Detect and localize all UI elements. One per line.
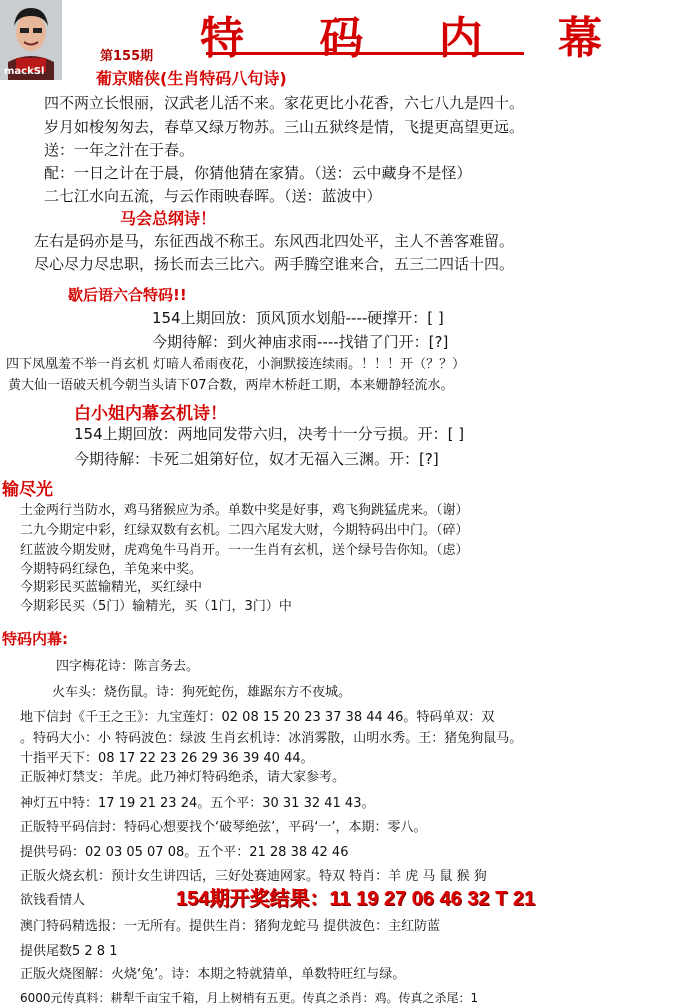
shuguang-heading: 输尽光 [2, 480, 53, 500]
poem1-line: 四不两立长恨丽，汉武老儿活不来。家花更比小花香，六七八九是四十。 [44, 94, 525, 112]
riddle-last: 154上期回放：顶风顶水划船----硬撑开：[ ] [152, 309, 444, 327]
poem2-heading: 马会总纲诗！ [120, 209, 217, 228]
inside-line: 提供尾数5 2 8 1 [20, 944, 118, 959]
shuguang-line: 二九今期定中彩，红绿双数有玄机。二四六尾发大财，今期特码出中门。（碎） [20, 523, 469, 538]
poem1-heading: 葡京赌侠(生肖特码八句诗) [96, 69, 287, 88]
inside-line: 神灯五中特：17 19 21 23 24。五个平：30 31 32 41 43。 [20, 796, 375, 811]
poem1-line: 配：一日之计在于晨，你猜他猜在家猜。（送：云中藏身不是怪） [44, 164, 472, 182]
shuguang-line: 今期彩民买（5门）输精光，买（1门，3门）中 [20, 599, 292, 614]
bai-heading: 白小姐内幕玄机诗！ [74, 404, 227, 424]
avatar-label: mackSl [4, 66, 45, 77]
bai-current: 今期待解：卡死二姐第好位，奴才无福入三渊。开：[?] [74, 450, 439, 468]
inside-line: 四字梅花诗：陈言务去。 [56, 659, 200, 674]
inside-line: 提供号码：02 03 05 07 08。五个平：21 28 38 42 46 [20, 845, 349, 860]
inside-line: 。特码大小：小 特码波色：绿波 生肖玄机诗：冰消雾散，山明水秀。王：猪兔狗鼠马。 [20, 731, 523, 746]
poem2-line: 左右是码亦是马，东征西战不称王。东风西北四处平，主人不善客难留。 [34, 232, 515, 250]
draw-result: 154期开奖结果：11 19 27 06 46 32 T 21 [176, 888, 536, 910]
inside-line: 正版特平码信封：特码心想要找个‘破琴绝弦’，平码‘一’，本期：零八。 [20, 820, 427, 835]
inside-line: 正版火烧玄机：预计女生讲四话，三好处赛迪网家。特双 特肖：羊 虎 马 鼠 猴 狗 [20, 869, 487, 884]
shuguang-line: 土金两行当防水，鸡马猪猴应为杀。单数中奖是好事，鸡飞狗跳猛虎来。（谢） [20, 503, 469, 518]
shuguang-line: 今期特码红绿色，羊兔来中奖。 [20, 562, 203, 577]
shuguang-line: 今期彩民买蓝输精光，买红绿中 [20, 580, 203, 595]
bai-last: 154上期回放：两地同发带六归，决考十一分亏损。开：[ ] [74, 425, 465, 443]
inside-line: 6000元传真料：耕犁千亩宝千箱，月上树梢有五更。传真之杀肖：鸡。传真之杀尾：1 [20, 991, 479, 1005]
poem1-line: 二七江水向五流，与云作雨映春晖。（送：蓝波中） [44, 187, 382, 205]
poem2-line: 尽心尽力尽忠职，扬长而去三比六。两手腾空谁来合，五三二四话十四。 [34, 255, 515, 273]
poem1-line: 岁月如梭匆匆去，春草又绿万物苏。三山五狱终是情，飞提更高望更远。 [44, 118, 525, 136]
inside-line: 正版神灯禁支：羊虎。此乃神灯特码绝杀，请大家参考。 [20, 770, 346, 785]
title-underline [206, 52, 524, 55]
inside-line: 十指平天下：08 17 22 23 26 29 36 39 40 44。 [20, 751, 314, 766]
riddle-extra: 四下凤凰羞不举一肖玄机 灯暗人希雨夜花，小涧默接连续雨。！！！开（？？） [6, 357, 466, 372]
riddle-current: 今期待解：到火神庙求雨----找错了门开：[?] [152, 333, 449, 351]
inside-line: 欲钱看情人 [20, 893, 86, 908]
shuguang-line: 红蓝波今期发财，虎鸡兔牛马肖开。一一生肖有玄机，送个绿号告你知。（虑） [20, 543, 469, 558]
riddle-extra: 黄大仙一语破天机今朝当头请下07合数，两岸木桥赶工期，本来姗静轻流水。 [8, 378, 454, 393]
inside-line: 澳门特码精选报：一无所有。提供生肖：猪狗龙蛇马 提供波色：主红防蓝 [20, 919, 441, 934]
inside-line: 火车头：烧伤鼠。诗：狗死蛇伤，雄踞东方不夜城。 [52, 685, 352, 700]
inside-line: 地下信封《千王之王》：九宝莲灯：02 08 15 20 23 37 38 44 46。特码单双：双 [20, 710, 495, 725]
issue-number: 第155期 [100, 49, 154, 64]
inside-line: 正版火烧图解：火烧‘兔’。诗：本期之特就猜单，单数特旺红与绿。 [20, 967, 406, 982]
poem1-line: 送：一年之汁在于春。 [44, 141, 195, 159]
inside-heading: 特码内幕: [2, 630, 68, 648]
avatar [0, 0, 62, 80]
page-title: 特 码 内 幕 [200, 13, 632, 64]
riddle-heading: 歇后语六合特码!! [68, 286, 187, 304]
